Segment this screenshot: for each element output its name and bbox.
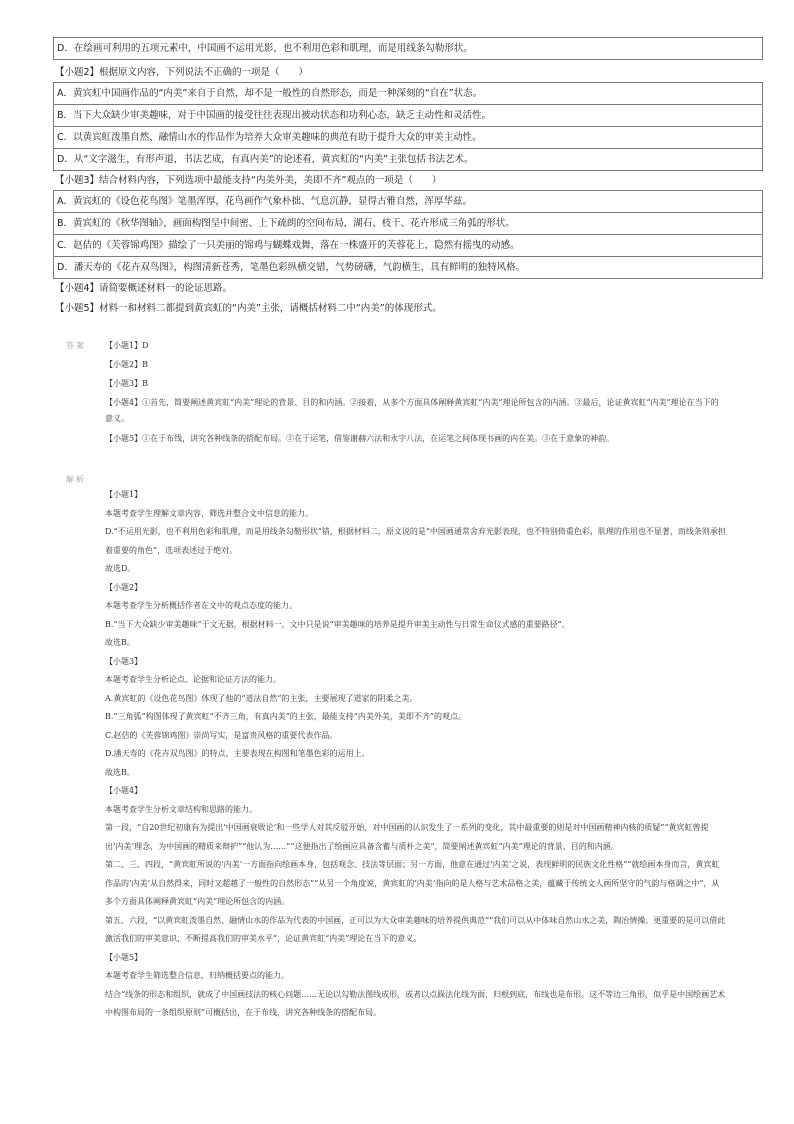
q2-option-b[interactable]: B．当下大众缺少审美趣味，对于中国画的接受往往表现出被动状态和功利心态，缺乏主动性和灵活性。	[53, 104, 763, 127]
q2-option-c[interactable]: C．以黄宾虹泼墨自然、融情山水的作品作为培养大众审美趣味的典范有助于提升大众的审美主动性。	[53, 126, 763, 149]
analysis-line: 故选D。	[105, 564, 136, 573]
q2-option-a[interactable]: A．黄宾虹中国画作品的“内美”来自于自然，却不是一般性的自然形态，而是一种深刻的“自在”状态。	[53, 82, 763, 105]
analysis-line: 本题考查学生分析概括作者在文中的观点态度的能力。	[105, 601, 297, 610]
analysis-line: C.赵佶的《芙蓉锦鸡图》崇尚写实，是富贵风格的重要代表作品。	[105, 730, 338, 740]
answer-line: 【小题4】①首先，简要阐述黄宾虹“内美”理论的背景、目的和内涵。②接着，从多个方面具体阐释黄宾虹“内美”理论所包含的内涵。③最后，论证黄宾虹“内美”理论在当下的意义。	[105, 398, 719, 423]
analysis-line: 故选B。	[105, 767, 135, 777]
analysis-line: 第二、三、四段，“黄宾虹所说的‘内美’一方面指向绘画本身，包括观念、技法等层面；另一方面，他意在通过‘内美’之说，表现鲜明的民族文化性格”“就绘画本身而言，黄宾虹作品的‘内美’从自然得来，同时又超越了一般性的自然形态”“从另一个角度说，黄宾虹的‘内美’指向的是人格与艺术品格之美，蕴藏于传统文人画所坚守的气韵与格调之中”，从多个方面具体阐释黄宾虹“内美”理论所包含的内涵。	[105, 860, 720, 906]
analysis-block	[105, 486, 727, 1023]
analysis-line: 【小题5】	[105, 952, 143, 962]
analysis-line: A.黄宾虹的《设色花鸟图》体现了他的“道法自然”的主张，主要展现了道家的阴柔之美。	[105, 693, 418, 703]
analysis-line: 第一段，“自20世纪初康有为提出‘中国画衰败论’和一些学人对其反驳开始，对中国画的认识发生了一系列的变化，其中最重要的则是对中国画精神内核的质疑”“黄宾虹曾提出‘内美’理念，为中国画的精质来辩护”“他认为……”“这便指出了绘画应具备含蓄与质朴之美”，简要阐述黄宾虹“内美”理论的背景、目的和内涵。	[105, 823, 709, 851]
analysis-line: 【小题1】	[105, 490, 143, 499]
analysis-line: 本题考查学生分析文章结构和思路的能力。	[105, 804, 257, 814]
q3-option-a[interactable]: A．黄宾虹的《设色花鸟图》笔墨浑厚，花鸟画作气象朴拙、气息沉静，显得古雅自然，浑厚华兹。	[53, 190, 763, 213]
q3-option-c[interactable]: C．赵佶的《芙蓉锦鸡图》描绘了一只美丽的锦鸡与蝴蝶戏舞，落在一株盛开的芙蓉花上，隐然有摇曳的动感。	[53, 234, 763, 257]
answer-block	[105, 336, 725, 449]
q4-stem: 【小题4】请简要概述材料一的论证思路。	[55, 283, 233, 294]
q2-stem: 【小题2】根据原文内容，下列说法不正确的一项是（ ）	[55, 67, 309, 78]
q1-option-d[interactable]: D．在绘画可利用的五项元素中，中国画不运用光影，也不利用色彩和肌理，而是用线条勾勒形状。	[53, 37, 763, 60]
analysis-line: 本题考查学生筛选整合信息，归纳概括要点的能力。	[105, 971, 289, 980]
q3-option-d[interactable]: D．潘天寿的《花卉双鸟图》，构图清新苍秀，笔墨色彩纵横交错，气势磅礴，气韵横生，具有鲜明的独特风格。	[53, 256, 763, 279]
answer-line: 【小题3】B	[105, 379, 148, 388]
q3-stem: 【小题3】结合材料内容，下列选项中最能支持“内美外美，美即不齐”观点的一项是（ ）	[55, 175, 442, 186]
analysis-line: 故选B。	[105, 638, 135, 647]
analysis-line: D.潘天寿的《花卉双鸟图》的特点，主要表现在构图和笔墨色彩的运用上。	[105, 749, 370, 758]
analysis-line: 【小题3】	[105, 656, 143, 666]
answer-label: 答案	[66, 341, 86, 350]
analysis-line: B.“三角弧”构图体现了黄宾虹“不齐三角，有真内美”的主张，最能支持“内美外美，美即不齐”的观点。	[105, 712, 466, 721]
q5-stem: 【小题5】材料一和材料二都提到黄宾虹的“内美”主张，请概括材料二中“内美”的体现形式。	[55, 303, 442, 314]
q2-options	[53, 82, 763, 171]
answer-line: 【小题5】①在于布线，讲究各种线条的搭配布局。②在于运笔，借鉴谢赫六法和永字八法，在运笔之间体现书画的内在美。③在于意象的神韵。	[105, 434, 615, 443]
answer-line: 【小题2】B	[105, 360, 148, 369]
question-section	[53, 38, 763, 319]
analysis-line: B.“当下大众缺少审美趣味”于文无据，根据材料一，文中只是说“审美趣味的培养是提升审美主动性与日常生命仪式感的重要路径”。	[105, 619, 570, 629]
answer-line: 【小题1】D	[105, 341, 149, 350]
q2-option-d[interactable]: D．从“文字滋生，有形声道，书法艺成，有真内美”的论述看，黄宾虹的“内美”主张包括书法艺术。	[53, 148, 763, 171]
analysis-label: 解析	[66, 475, 86, 484]
q3-options	[53, 190, 763, 279]
analysis-line: 本题考查学生分析论点、论据和论证方法的能力。	[105, 675, 281, 684]
analysis-line: 【小题2】	[105, 582, 143, 592]
analysis-line: 本题考查学生理解文章内容，筛选并整合文中信息的能力。	[105, 508, 313, 518]
analysis-line: 【小题4】	[105, 786, 143, 795]
analysis-line: D.“不运用光影，也不利用色彩和肌理，而是用线条勾勒形状”错，根据材料二，原文说的是“中国画通常舍弃光影表现，也不特别倚重色彩，肌理的作用也不显著，而线条则承担着重要的角色”，选项表述过于绝对。	[105, 527, 726, 555]
analysis-line: 第五、六段，“以黄宾虹泼墨自然、融情山水的作品为代表的中国画，正可以为大众审美趣味的培养提供典范”“我们可以从中体味自然山水之美，陶冶情操。更重要的是可以借此激活我们的审美意识，不断提高我们的审美水平”，论证黄宾虹“内美”理论在当下的意义。	[105, 915, 726, 943]
q3-option-b[interactable]: B．黄宾虹的《秋华图轴》，画面构图呈中间密、上下疏朗的空间布局，湖石、枝干、花卉形成三角弧的形状。	[53, 212, 763, 235]
analysis-line: 结合“线条的形态和组织，就成了中国画技法的核心问题……无论以勾勒法图线成形，或者以点跺法化线为面，归根到底，布线也是布形。这不等边三角形，似乎是中国绘画艺术中构图布局的一条组织原则”可概括出，在于布线，讲究各种线条的搭配布局。	[105, 989, 726, 1017]
